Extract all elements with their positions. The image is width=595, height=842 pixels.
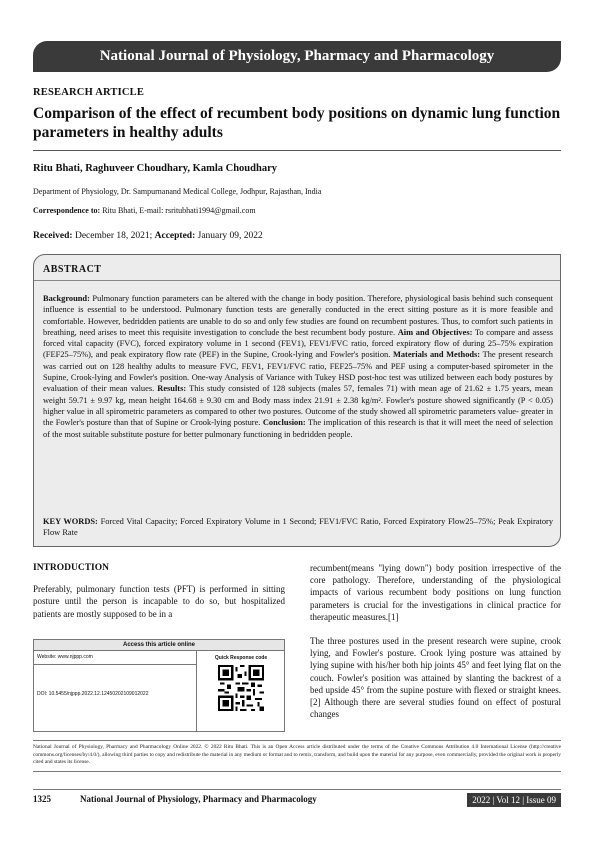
introduction-paragraph-2: recumbent(means "lying down") body position irrespective of the core pathology. Therefore, understanding of the physiological impacts of various recumbent body positions on lung function parameters is crucial for the investigations in clinical practice for therapeutic measures.[1]: [310, 563, 561, 622]
access-info: [34, 651, 197, 731]
introduction-paragraph-1: Preferably, pulmonary function tests (PFT) is performed in sitting posture until the person is incapable to do so, but hospitalized patients are mostly supposed to be in a: [33, 584, 285, 619]
license-text: National Journal of Physiology, Pharmacy and Pharmacology Online 2022. © 2022 Ritu Bhati. This is an Open Access article distributed under the terms of the Creative Commons Attribution 4.0 International License (http://creative commons.org/licenses/by/4.0/), allowing third parties to copy and redistribute the material in any medium or format and to remix, transform, and build upon the material for any purpose, even commercially, provided the original work is properly cited and states its license.: [33, 740, 561, 772]
received-date: December 18, 2021;: [74, 231, 153, 241]
correspondence-text: Ritu Bhati, E-mail: rsritubhati1994@gmail.com: [102, 206, 256, 215]
website-link[interactable]: Website: www.njppp.com: [37, 654, 93, 660]
footer-divider: [33, 789, 561, 790]
keywords: [43, 516, 553, 539]
journal-header-band: [33, 41, 561, 72]
title-divider: [33, 150, 561, 151]
conclusion-label: Conclusion:: [262, 418, 306, 428]
journal-name: National Journal of Physiology, Pharmacy and Pharmacology: [99, 48, 495, 64]
affiliation: Department of Physiology, Dr. Sampurnanand Medical College, Jodhpur, Rajasthan, India: [33, 187, 322, 196]
background-label: Background:: [43, 294, 90, 303]
right-column: [310, 562, 561, 720]
correspondence-label: Correspondence to:: [33, 206, 101, 215]
access-title: Access this article online: [34, 640, 284, 651]
methods-text: The present research was carried out on 128 healthy adults to measure FVC, FEV1, FEV1/FVC ratio, FEF25–75% and PEF using a computer-based spirometer in the Supine, Crook-lying and Fowler's position. One-way Analysis of Variance with Tukey HSD post-hoc test was utilized between each body postures by evaluation of their mean values.: [43, 350, 553, 394]
conclusion-text: The implication of this research is that it will meet the need of selection of the most suitable substitute posture for better pulmonary functioning in bedridden people.: [43, 418, 553, 439]
access-divider: [34, 664, 197, 665]
authors: Ritu Bhati, Raghuveer Choudhary, Kamla Choudhary: [33, 163, 277, 174]
aim-text: To compare and assess forced vital capacity (FVC), forced expiratory volume in 1 second (FEV1), FEV1/FVC ratio, forced expiratory flow of during 25–75% expiration (FEF25–75%), and peak expiratory flow rate (PEF) in the Supine, Crook-lying and Fowler's position.: [43, 327, 553, 360]
qr-label: Quick Response code: [214, 655, 268, 661]
abstract-paragraph: [43, 293, 553, 440]
abstract-box: [33, 254, 561, 547]
correspondence: [33, 206, 256, 215]
footer-journal-name: National Journal of Physiology, Pharmacy and Pharmacology: [80, 794, 317, 804]
abstract-divider: [34, 280, 560, 281]
doi-link[interactable]: DOI: 10.5455/njppp.2022.12.12450202109012022: [37, 691, 149, 697]
aim-label: Aim and Objectives:: [397, 327, 473, 337]
article-dates: [33, 231, 263, 241]
introduction-heading: INTRODUCTION: [33, 563, 110, 573]
results-text: This study consisted of 128 subjects (males 57, females 71) with mean age of 21.62 ± 1.75 years, mean weight 59.71 ± 9.97 kg, mean height 164.68 ± 9.30 cm and Body mass index 21.91 ± 2.38 kg/m². Fowler's posture showed significantly (P < 0.05) higher value in all spirometric parameters as compared to other two postures. Outcome of the study showed all spirometric parameters value- greater in the Fowler's posture than that of Supine or Crook-lying posture.: [43, 384, 553, 428]
background-text: Pulmonary function parameters can be altered with the change in body position. Therefore, physiological basis behind such consequent influence is essential to be understood. Pulmonary function tests are generally conducted in the erect sitting posture as it is more feasible and comfortable. However, bedridden patients are unable to do so and only few studies are found on recumbent postures. Thus, to comfort such patients in breathing, need arises to meet this requisite investigation to conclude the best recumbent body posture.: [43, 294, 554, 337]
access-article-box: [33, 639, 285, 732]
received-label: Received:: [33, 231, 73, 241]
article-title: Comparison of the effect of recumbent body positions on dynamic lung function parameters in healthy adults: [33, 105, 561, 141]
article-type: RESEARCH ARTICLE: [33, 87, 145, 98]
keywords-text: Forced Vital Capacity; Forced Expiratory Volume in 1 Second; FEV1/FVC Ratio, Forced Expiratory Flow25–75%; Peak Expiratory Flow Rate: [43, 517, 554, 538]
page-footer: [33, 793, 561, 807]
methods-label: Materials and Methods:: [392, 350, 481, 360]
left-column: [33, 562, 285, 620]
footer-issue-badge: 2022 | Vol 12 | Issue 09: [467, 793, 561, 807]
qr-code-icon[interactable]: [218, 665, 264, 711]
keywords-label: KEY WORDS:: [43, 517, 98, 526]
page-number: 1325: [33, 794, 51, 804]
abstract-heading: ABSTRACT: [43, 264, 102, 275]
accepted-label: Accepted:: [154, 231, 196, 241]
introduction-paragraph-3: The three postures used in the present research were supine, crook lying, and Fowler's posture. Crook lying posture was attained by lying supine with his/her both hip joints 45° and feet lying flat on the couch. Fowler's position was attained by slanting the backrest of a bed upside 45° from the supine posture with flexed or straight knees.[2] Although there are several studies found on effect of postural changes: [310, 636, 561, 720]
abstract-body: [43, 293, 553, 440]
accepted-date: January 09, 2022: [197, 231, 263, 241]
qr-section: [198, 651, 284, 731]
results-label: Results:: [157, 384, 187, 394]
